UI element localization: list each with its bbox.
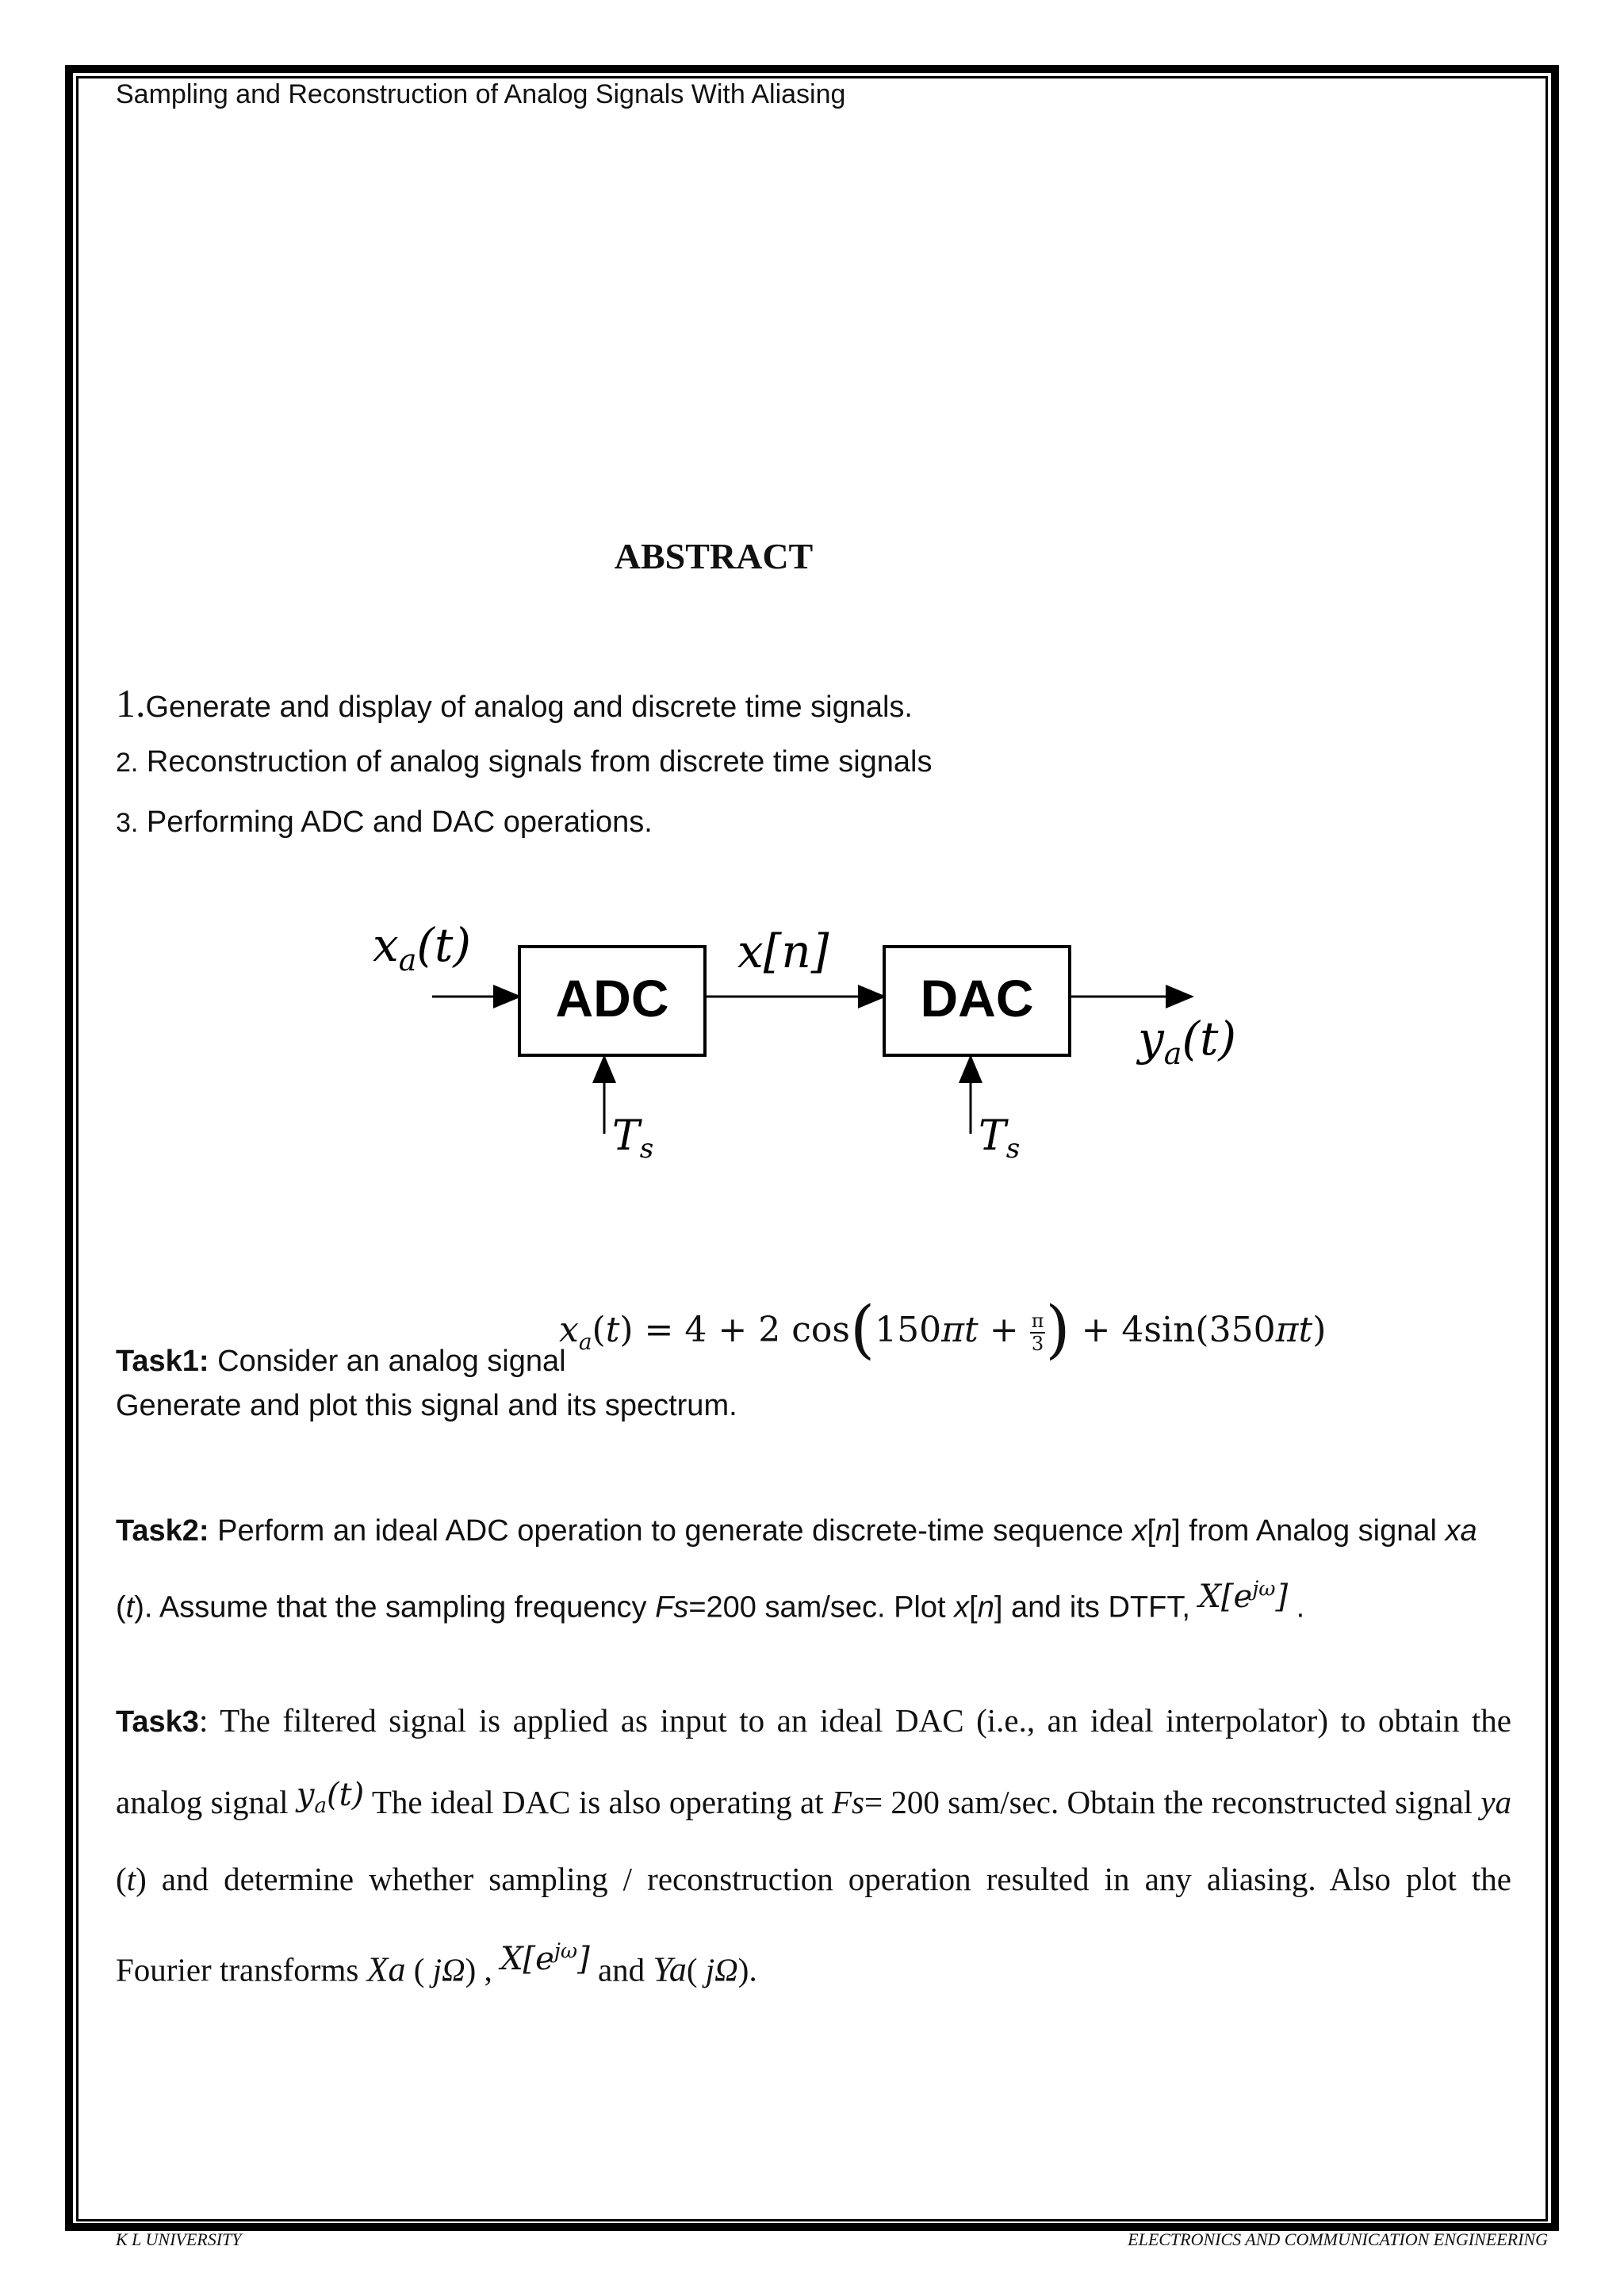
footer-left: K L UNIVERSITY (116, 2229, 242, 2249)
abstract-title: ABSTRACT (614, 536, 814, 576)
footer-right: ELECTRONICS AND COMMUNICATION ENGINEERING (1128, 2229, 1548, 2249)
task1-line1: Task1: Consider an analog signal (116, 1345, 566, 1378)
objective-2: 2. Reconstruction of analog signals from discrete time signals (116, 745, 933, 779)
pi-over-3-fraction: $\frac{\pi}{3}$ (1031, 1310, 1044, 1355)
running-header: Sampling and Reconstruction of Analog Signals With Aliasing (116, 79, 846, 109)
task2-line2: (t). Assume that the sampling frequency Fs=200 sam/sec. Plot x[n] and its DTFT, $X[e^{j\omega}]$ . (116, 1578, 1305, 1624)
block-diagram-svg (349, 912, 1269, 1173)
ts-label-dac: Ts (979, 1112, 1021, 1165)
adc-block-label: ADC (555, 969, 669, 1027)
discrete-signal-label: x[n] (737, 924, 829, 978)
task2-line1: Task2: Perform an ideal ADC operation to generate discrete-time sequence x[n] from Analog signal xa (116, 1514, 1477, 1548)
input-signal-label: $x_a(t)$ (373, 918, 471, 978)
objective-3: 3. Performing ADC and DAC operations. (116, 806, 653, 839)
dac-block-label: DAC (920, 969, 1034, 1027)
adc-dac-block-diagram (349, 912, 1269, 1173)
ts-label-adc: Ts (612, 1112, 654, 1165)
task1-equation: $x_a(t) = 4 + 2$ cos(150πt + $\frac{\pi}{3}$ ) + 4sin(350πt) (559, 1292, 1327, 1366)
objective-1: 1.Generate and display of analog and discrete time signals. (116, 681, 913, 725)
task3-paragraph: Task3: The filtered signal is applied as input to an ideal DAC (i.e., an ideal interpolator) to obtain the analog signal $y_a(t)$ The ideal DAC is also operating at Fs= 200 sam/sec. Obtain the reconstructed signal ya (t) and determine whether sampling / reconstruction operation resulted in any aliasing. Also plot the Fourier transforms Xa ( jΩ) , $X[e^{j\omega}]$ and Ya( jΩ). (116, 1702, 1512, 1989)
task1-line2: Generate and plot this signal and its spectrum. (116, 1389, 737, 1422)
output-signal-label: $y_a(t)$ (1138, 1012, 1237, 1071)
